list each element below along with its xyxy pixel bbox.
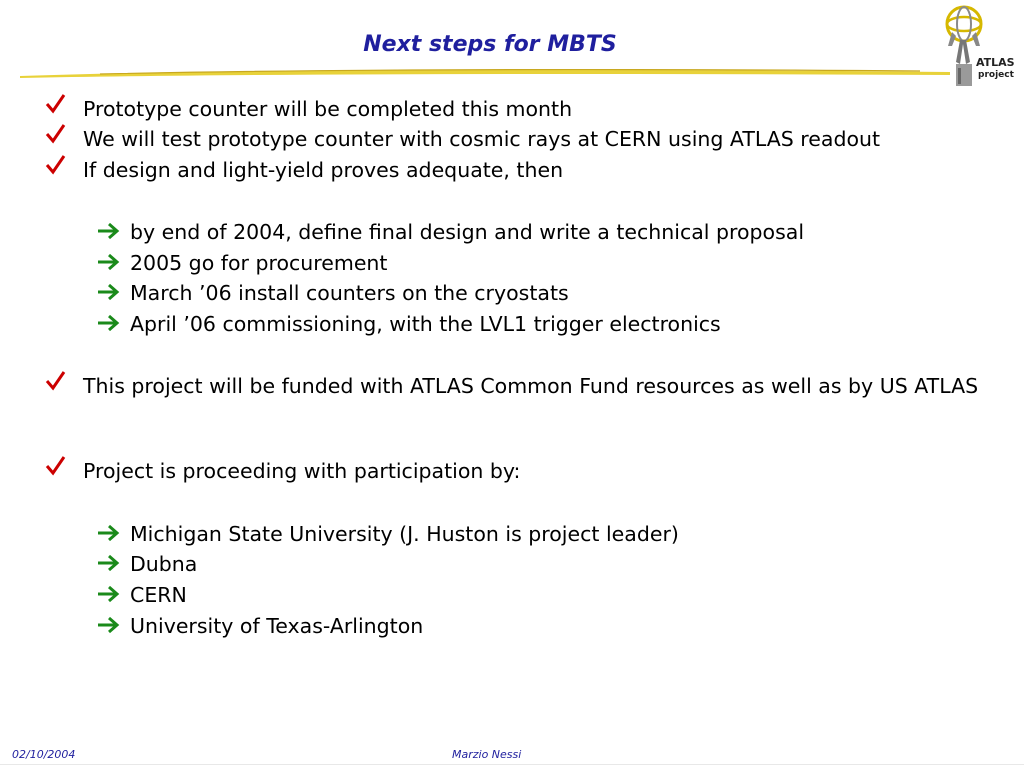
atlas-logo [936,2,1022,90]
participant-item: University of Texas-Arlington [130,614,424,638]
checkmark-icon [44,122,66,144]
arrow-right-icon [96,252,122,272]
checkmark-icon [44,454,66,476]
logo-text-project: project [978,70,1014,80]
participant-item: Michigan State University (J. Huston is project leader) [130,522,679,546]
participant-item: Dubna [130,552,198,576]
arrow-right-icon [96,615,122,635]
logo-text-atlas: ATLAS [976,56,1015,69]
arrow-right-icon [96,313,122,333]
sub-step-item: March ’06 install counters on the cryostats [130,281,569,305]
sub-step-item: by end of 2004, define final design and write a technical proposal [130,220,805,244]
title-underline [20,64,950,80]
arrow-right-icon [96,584,122,604]
sub-step-item: April ’06 commissioning, with the LVL1 trigger electronics [130,312,721,336]
checkmark-icon [44,153,66,175]
bullet-item: This project will be funded with ATLAS Common Fund resources as well as by US ATLAS [83,374,979,398]
participant-item: CERN [130,583,187,607]
footer-divider [0,764,1024,765]
sub-step-item: 2005 go for procurement [130,251,388,275]
arrow-right-icon [96,553,122,573]
arrow-right-icon [96,523,122,543]
arrow-right-icon [96,221,122,241]
slide-title: Next steps for MBTS [363,32,617,57]
footer-author: Marzio Nessi [452,748,522,761]
bullet-item: If design and light-yield proves adequate, then [83,158,564,182]
bullet-item: Project is proceeding with participation by: [83,459,521,483]
bullet-item: Prototype counter will be completed this month [83,97,573,121]
checkmark-icon [44,92,66,114]
checkmark-icon [44,369,66,391]
bullet-item: We will test prototype counter with cosmic rays at CERN using ATLAS readout [83,127,881,151]
footer-date: 02/10/2004 [12,748,76,761]
arrow-right-icon [96,282,122,302]
